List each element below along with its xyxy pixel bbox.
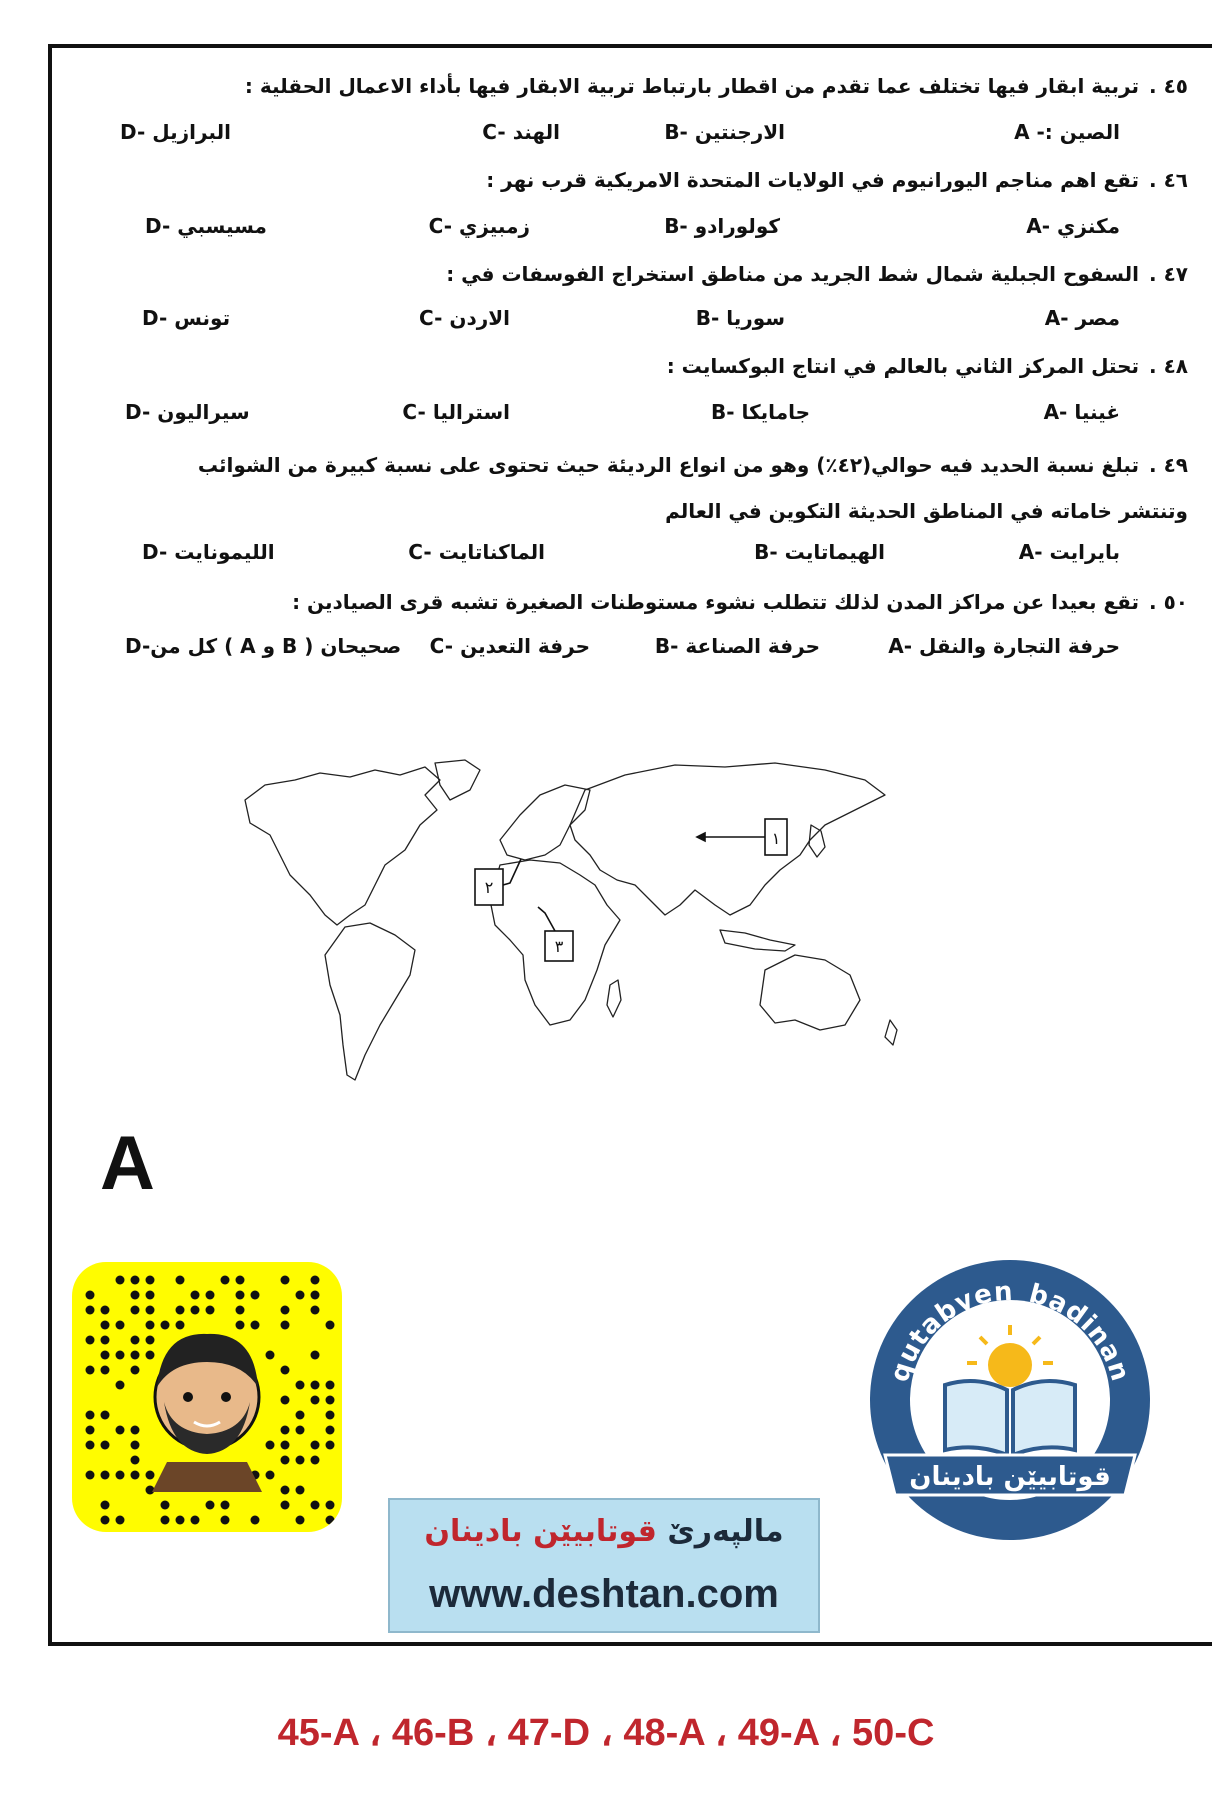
snapcode-dot [101, 1351, 110, 1360]
option-a: A- بايرايت [1018, 540, 1120, 564]
snapcode-dot [101, 1516, 110, 1525]
snapcode-dot [116, 1516, 125, 1525]
option-c: C- حرفة التعدين [429, 634, 590, 658]
snapcode-dot [206, 1501, 215, 1510]
option-d: D- مسيسبي [145, 214, 267, 238]
madagascar-outline [607, 980, 621, 1017]
question-text: تقع اهم مناجم اليورانيوم في الولايات المتحدة الامريكية قرب نهر : [486, 168, 1140, 192]
logo-ring-text: qutabyen_badinan [884, 1276, 1136, 1386]
snapcode-dot [206, 1306, 215, 1315]
snapcode-dot [281, 1276, 290, 1285]
snapcode-dot [311, 1306, 320, 1315]
snapcode-dot [161, 1516, 170, 1525]
option-a: A- مكنزي [1026, 214, 1120, 238]
question-49 [148, 442, 1188, 534]
option-a: A- مصر [1044, 306, 1120, 330]
option-b: B- الارجنتين [664, 120, 785, 144]
option-b: B- كولورادو [664, 214, 780, 238]
snapcode-dot [86, 1336, 95, 1345]
snapcode-dot [131, 1291, 140, 1300]
option-a: A -: الصين [1014, 120, 1120, 144]
snapcode-dot [281, 1396, 290, 1405]
snapcode[interactable] [72, 1262, 342, 1532]
option-d: D- سيراليون [125, 400, 250, 424]
option-d: D- البرازيل [120, 120, 231, 144]
snapcode-dot [161, 1501, 170, 1510]
snapcode-dot [236, 1291, 245, 1300]
option-c: C- الماكناتايت [408, 540, 545, 564]
snapcode-dot [296, 1516, 305, 1525]
question-text: تربية ابقار فيها تختلف عما تقدم من اقطار بارتباط تربية الابقار فيها بأداء الاعمال الحقلية : [244, 74, 1140, 98]
snapcode-dot [326, 1321, 335, 1330]
question-text: السفوح الجبلية شمال شط الجريد من مناطق استخراج الفوسفات في : [446, 262, 1140, 286]
snapcode-dot [221, 1501, 230, 1510]
snapcode-dot [311, 1291, 320, 1300]
north-america-outline [245, 767, 440, 925]
snapcode-dot [131, 1351, 140, 1360]
option-c: C- الهند [482, 120, 560, 144]
snapcode-dot [281, 1486, 290, 1495]
question-48 [667, 354, 1188, 378]
snapcode-dot [146, 1336, 155, 1345]
options-48 [120, 400, 1120, 432]
snapcode-dot [191, 1306, 200, 1315]
japan-outline [809, 825, 825, 857]
options-50 [120, 634, 1120, 666]
snapcode-dot [311, 1441, 320, 1450]
option-d: D- تونس [142, 306, 231, 330]
snapcode-dot [146, 1321, 155, 1330]
snapcode-dot [326, 1426, 335, 1435]
snapcode-dot [326, 1441, 335, 1450]
snapcode-dot [311, 1456, 320, 1465]
snapcode-dot [131, 1426, 140, 1435]
snapcode-dot [296, 1456, 305, 1465]
europe-outline [500, 785, 590, 860]
snapcode-dot [221, 1276, 230, 1285]
snapcode-dots [72, 1262, 342, 1532]
snapcode-dot [101, 1321, 110, 1330]
option-b: B- الهيماتايت [754, 540, 885, 564]
snapcode-dot [281, 1426, 290, 1435]
snapcode-dot [281, 1456, 290, 1465]
snapcode-dot [146, 1351, 155, 1360]
snapcode-dot [281, 1366, 290, 1375]
snapcode-dot [116, 1471, 125, 1480]
snapcode-dot [281, 1441, 290, 1450]
snapcode-dot [101, 1366, 110, 1375]
snapcode-dot [251, 1516, 260, 1525]
snapcode-dot [326, 1381, 335, 1390]
snapcode-dot [131, 1366, 140, 1375]
snapcode-dot [131, 1471, 140, 1480]
snapcode-dot [146, 1306, 155, 1315]
snapcode-dot [116, 1276, 125, 1285]
snapcode-dot [251, 1291, 260, 1300]
snapcode-dot [176, 1276, 185, 1285]
map-label-1: ١ [771, 829, 781, 848]
snapcode-dot [266, 1471, 275, 1480]
snapcode-dot [311, 1381, 320, 1390]
option-c: C- استراليا [402, 400, 510, 424]
banner-title-part2: قوتابيێن بادينان [424, 1514, 657, 1549]
snapcode-dot [86, 1366, 95, 1375]
banner-title-part1: مالپەرێ [667, 1514, 784, 1549]
option-b: B- سوريا [695, 306, 785, 330]
snapcode-dot [146, 1471, 155, 1480]
question-50 [292, 590, 1188, 614]
snapcode-dot [176, 1306, 185, 1315]
option-d: D- الليمونايت [142, 540, 275, 564]
map-label-2: ٢ [484, 878, 494, 897]
snapcode-dot [86, 1306, 95, 1315]
snapcode-dot [266, 1351, 275, 1360]
snapcode-dot [86, 1411, 95, 1420]
snapcode-dot [296, 1291, 305, 1300]
options-47 [120, 306, 1120, 338]
snapcode-dot [176, 1321, 185, 1330]
snapcode-dot [116, 1351, 125, 1360]
question-number: ٥٠ . [1149, 590, 1188, 614]
option-a: A- حرفة التجارة والنقل [888, 634, 1120, 658]
snapcode-dot [236, 1276, 245, 1285]
snapcode-dot [146, 1291, 155, 1300]
website-banner[interactable] [388, 1498, 820, 1633]
snapcode-dot [101, 1306, 110, 1315]
question-text: تبلغ نسبة الحديد فيه حوالي(٤٢٪) وهو من انواع الرديئة حيث تحتوى على نسبة كبيرة من الشوائب وتنتشر خاماته في المناطق الحديثة التكوين في العالم [197, 453, 1188, 523]
question-number: ٤٦ . [1149, 168, 1188, 192]
snapcode-dot [296, 1381, 305, 1390]
question-number: ٤٧ . [1149, 262, 1188, 286]
snapcode-dot [326, 1411, 335, 1420]
snapcode-dot [296, 1411, 305, 1420]
snapcode-dot [176, 1516, 185, 1525]
snapcode-dot [116, 1321, 125, 1330]
snapcode-dot [101, 1501, 110, 1510]
snapcode-dot [86, 1471, 95, 1480]
snapcode-dot [311, 1351, 320, 1360]
options-46 [120, 214, 1120, 246]
question-number: ٤٥ . [1149, 74, 1188, 98]
option-d: D-كل من ( A و B ) صحيحان [125, 634, 402, 658]
snapcode-dot [116, 1381, 125, 1390]
snapcode-dot [146, 1276, 155, 1285]
snapcode-dot [236, 1306, 245, 1315]
snapcode-dot [131, 1441, 140, 1450]
pointer-arrow-1 [697, 833, 705, 841]
snapcode-dot [311, 1276, 320, 1285]
snapcode-dot [131, 1276, 140, 1285]
snapcode-dot [251, 1321, 260, 1330]
logo-ribbon-text: قوتابيێن بادينان [909, 1462, 1111, 1492]
snapcode-dot [311, 1501, 320, 1510]
option-b: B- حرفة الصناعة [654, 634, 820, 658]
options-45 [120, 120, 1120, 152]
snapcode-dot [281, 1501, 290, 1510]
option-b: B- جامايكا [711, 400, 810, 424]
snapcode-dot [326, 1501, 335, 1510]
question-46 [486, 168, 1188, 192]
banner-title [390, 1514, 818, 1549]
snapcode-dot [281, 1321, 290, 1330]
snapcode-dot [296, 1426, 305, 1435]
snapcode-dot [86, 1441, 95, 1450]
snapcode-dot [101, 1441, 110, 1450]
version-letter: A [100, 1121, 155, 1206]
snapcode-dot [101, 1471, 110, 1480]
snapcode-dot [116, 1426, 125, 1435]
option-c: C- زمبيزي [428, 214, 530, 238]
snapcode-dot [86, 1426, 95, 1435]
snapcode-dot [131, 1306, 140, 1315]
snapcode-dot [191, 1516, 200, 1525]
snapcode-dot [296, 1486, 305, 1495]
australia-outline [760, 955, 860, 1030]
option-a: A- غينيا [1043, 400, 1120, 424]
snapcode-dot [86, 1291, 95, 1300]
pointer-line-3 [538, 907, 555, 931]
question-text: تحتل المركز الثاني بالعالم في انتاج البوكسايت : [666, 354, 1140, 378]
snapcode-dot [236, 1321, 245, 1330]
map-label-3: ٣ [554, 937, 564, 956]
greenland-outline [435, 760, 480, 800]
options-49 [120, 540, 1120, 572]
snapcode-dot [326, 1396, 335, 1405]
indonesia-outline [720, 930, 795, 951]
snapcode-dot [101, 1411, 110, 1420]
snapcode-dot [131, 1456, 140, 1465]
question-text: تقع بعيدا عن مراكز المدن لذلك تتطلب نشوء مستوطنات الصغيرة تشبه قرى الصيادين : [292, 590, 1140, 614]
new-zealand-outline [885, 1020, 897, 1045]
snapcode-dot [206, 1291, 215, 1300]
south-america-outline [325, 923, 415, 1080]
question-number: ٤٨ . [1149, 354, 1188, 378]
snapcode-dot [221, 1516, 230, 1525]
qutabyen-badinan-logo [865, 1255, 1155, 1545]
world-map [225, 755, 935, 1135]
asia-outline [570, 763, 885, 915]
question-47 [446, 262, 1188, 286]
snapcode-dot [161, 1321, 170, 1330]
snapcode-dot [191, 1291, 200, 1300]
snapcode-dot [281, 1306, 290, 1315]
option-c: C- الاردن [418, 306, 510, 330]
question-45 [245, 74, 1188, 98]
snapcode-dot [266, 1441, 275, 1450]
snapcode-dot [131, 1336, 140, 1345]
bitmoji-avatar-icon [152, 1334, 262, 1492]
snapcode-dot [311, 1396, 320, 1405]
question-number: ٤٩ . [1149, 453, 1188, 477]
snapcode-dot [101, 1336, 110, 1345]
answer-key: 45-A ، 46-B ، 47-D ، 48-A ، 49-A ، 50-C [277, 1712, 935, 1754]
banner-url[interactable]: www.deshtan.com [429, 1572, 779, 1616]
